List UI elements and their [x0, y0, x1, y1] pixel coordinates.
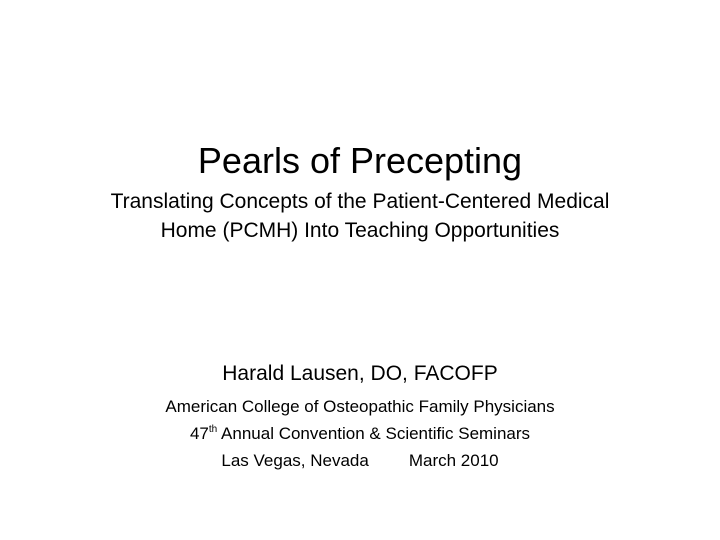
author-name: Harald Lausen, DO, FACOFP [222, 362, 498, 385]
event-location: Las Vegas, Nevada [221, 451, 369, 470]
slide-title: Pearls of Precepting [197, 140, 523, 181]
location-date-line [0, 447, 720, 474]
affiliation-block [0, 393, 720, 474]
event-ordinal-suffix: th [208, 424, 218, 435]
event-number: 47 [189, 424, 209, 443]
event-line [0, 420, 720, 447]
event-name: Annual Convention & Scientific Seminars [221, 424, 531, 443]
slide-subtitle [0, 187, 720, 245]
subtitle-line-2: Home (PCMH) Into Teaching Opportunities [160, 219, 560, 242]
organization-name: American College of Osteopathic Family Physicians [165, 397, 555, 416]
event-date: March 2010 [408, 451, 499, 470]
subtitle-line-1: Translating Concepts of the Patient-Centered Medical [110, 190, 610, 213]
